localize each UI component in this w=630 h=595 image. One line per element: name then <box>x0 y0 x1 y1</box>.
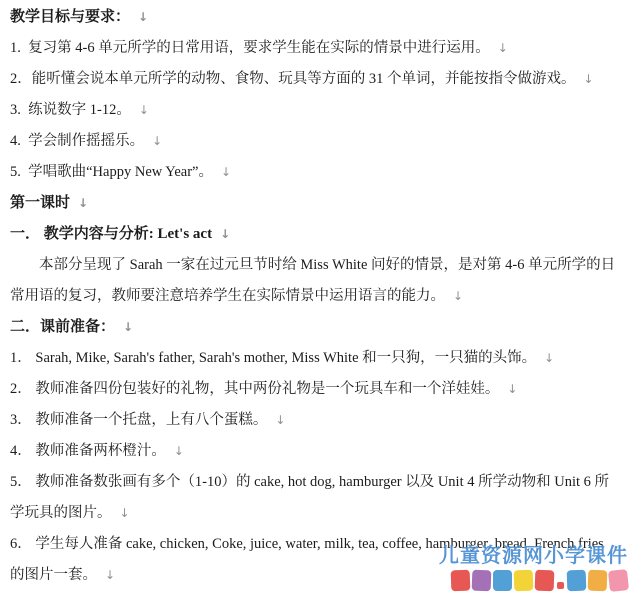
paragraph-mark-icon: ↓ <box>453 289 464 303</box>
paragraph-text: 5. 学唱歌曲“Happy New Year”。 <box>10 164 213 180</box>
watermark-logo-tile <box>567 570 587 592</box>
watermark-logo-tile <box>451 570 471 592</box>
paragraph-mark-icon: ↓ <box>507 382 518 396</box>
paragraph-text: 本部分呈现了 Sarah 一家在过元旦节时给 Miss White 问好的情景，是对第 4-6 单元所学的日常用语的复习，教师要注意培养学生在实际情景中运用语言的能力。 <box>10 257 616 304</box>
paragraph <box>10 219 620 250</box>
paragraph-text: 2．能听懂会说本单元所学的动物、食物、玩具等方面的 31 个单词，并能按指令做游戏。 <box>10 71 576 87</box>
paragraph-text: 一． 教学内容与分析: Let's act <box>10 226 213 242</box>
paragraph-text: 4． 教师准备两杯橙汁。 <box>10 443 166 459</box>
paragraph <box>10 2 620 33</box>
paragraph-mark-icon: ↓ <box>583 72 594 86</box>
paragraph-mark-icon: ↓ <box>220 227 231 241</box>
watermark-logo-tile <box>557 582 564 589</box>
paragraph-mark-icon: ↓ <box>152 134 163 148</box>
paragraph-mark-icon: ↓ <box>119 506 130 520</box>
paragraph <box>10 374 620 405</box>
watermark-site-name: 儿童资源网小学课件 <box>439 545 628 567</box>
paragraph-text: 2． 教师准备四份包装好的礼物，其中两份礼物是一个玩具车和一个洋娃娃。 <box>10 381 500 397</box>
paragraph-text: 3． 教师准备一个托盘，上有八个蛋糕。 <box>10 412 268 428</box>
watermark-logo-tile <box>535 570 555 592</box>
paragraph-mark-icon: ↓ <box>105 568 116 582</box>
paragraph-text: 5． 教师准备数张画有多个（1-10）的 cake, hot dog, hamburger 以及 Unit 4 所学动物和 Unit 6 所学玩具的图片。 <box>10 474 610 521</box>
paragraph <box>10 312 620 343</box>
paragraph <box>10 436 620 467</box>
paragraph-text: 第一课时 <box>10 195 71 211</box>
paragraph <box>10 157 620 188</box>
paragraph-text: 1． Sarah, Mike, Sarah's father, Sarah's mother, Miss White 和一只狗，一只猫的头饰。 <box>10 350 537 366</box>
paragraph <box>10 188 620 219</box>
watermark-logo-tile <box>472 570 492 592</box>
paragraph <box>10 126 620 157</box>
paragraph-mark-icon: ↓ <box>497 41 508 55</box>
watermark-logo <box>439 570 628 593</box>
paragraph <box>10 343 620 374</box>
paragraph-mark-icon: ↓ <box>138 10 149 24</box>
watermark <box>439 539 628 593</box>
paragraph-mark-icon: ↓ <box>544 351 555 365</box>
paragraph <box>10 33 620 64</box>
paragraph <box>10 95 620 126</box>
paragraph <box>10 250 620 312</box>
paragraph-mark-icon: ↓ <box>173 444 184 458</box>
paragraph-text: 二．课前准备： <box>10 319 116 335</box>
paragraph-text: 4. 学会制作摇摇乐。 <box>10 133 145 149</box>
paragraph-text: 教学目标与要求： <box>10 9 131 25</box>
watermark-logo-tile <box>608 569 629 592</box>
paragraph-mark-icon: ↓ <box>275 413 286 427</box>
paragraph-text: 1. 复习第 4-6 单元所学的日常用语，要求学生能在实际的情景中进行运用。 <box>10 40 490 56</box>
paragraph <box>10 467 620 529</box>
paragraph-mark-icon: ↓ <box>78 196 89 210</box>
paragraph-mark-icon: ↓ <box>123 320 134 334</box>
watermark-logo-tile <box>493 570 512 591</box>
paragraph <box>10 64 620 95</box>
paragraph-mark-icon: ↓ <box>138 103 149 117</box>
watermark-logo-tile <box>514 570 534 592</box>
paragraph-mark-icon: ↓ <box>220 165 232 179</box>
watermark-logo-tile <box>588 570 608 592</box>
paragraph-text: 6． 学生每人准备 cake, chicken, Coke, juice, water, milk, tea, coffee, hamburger, bread, French fries 的图片一套。 <box>10 536 604 583</box>
paragraph-text: 3. 练说数字 1-12。 <box>10 102 131 118</box>
paragraph <box>10 405 620 436</box>
